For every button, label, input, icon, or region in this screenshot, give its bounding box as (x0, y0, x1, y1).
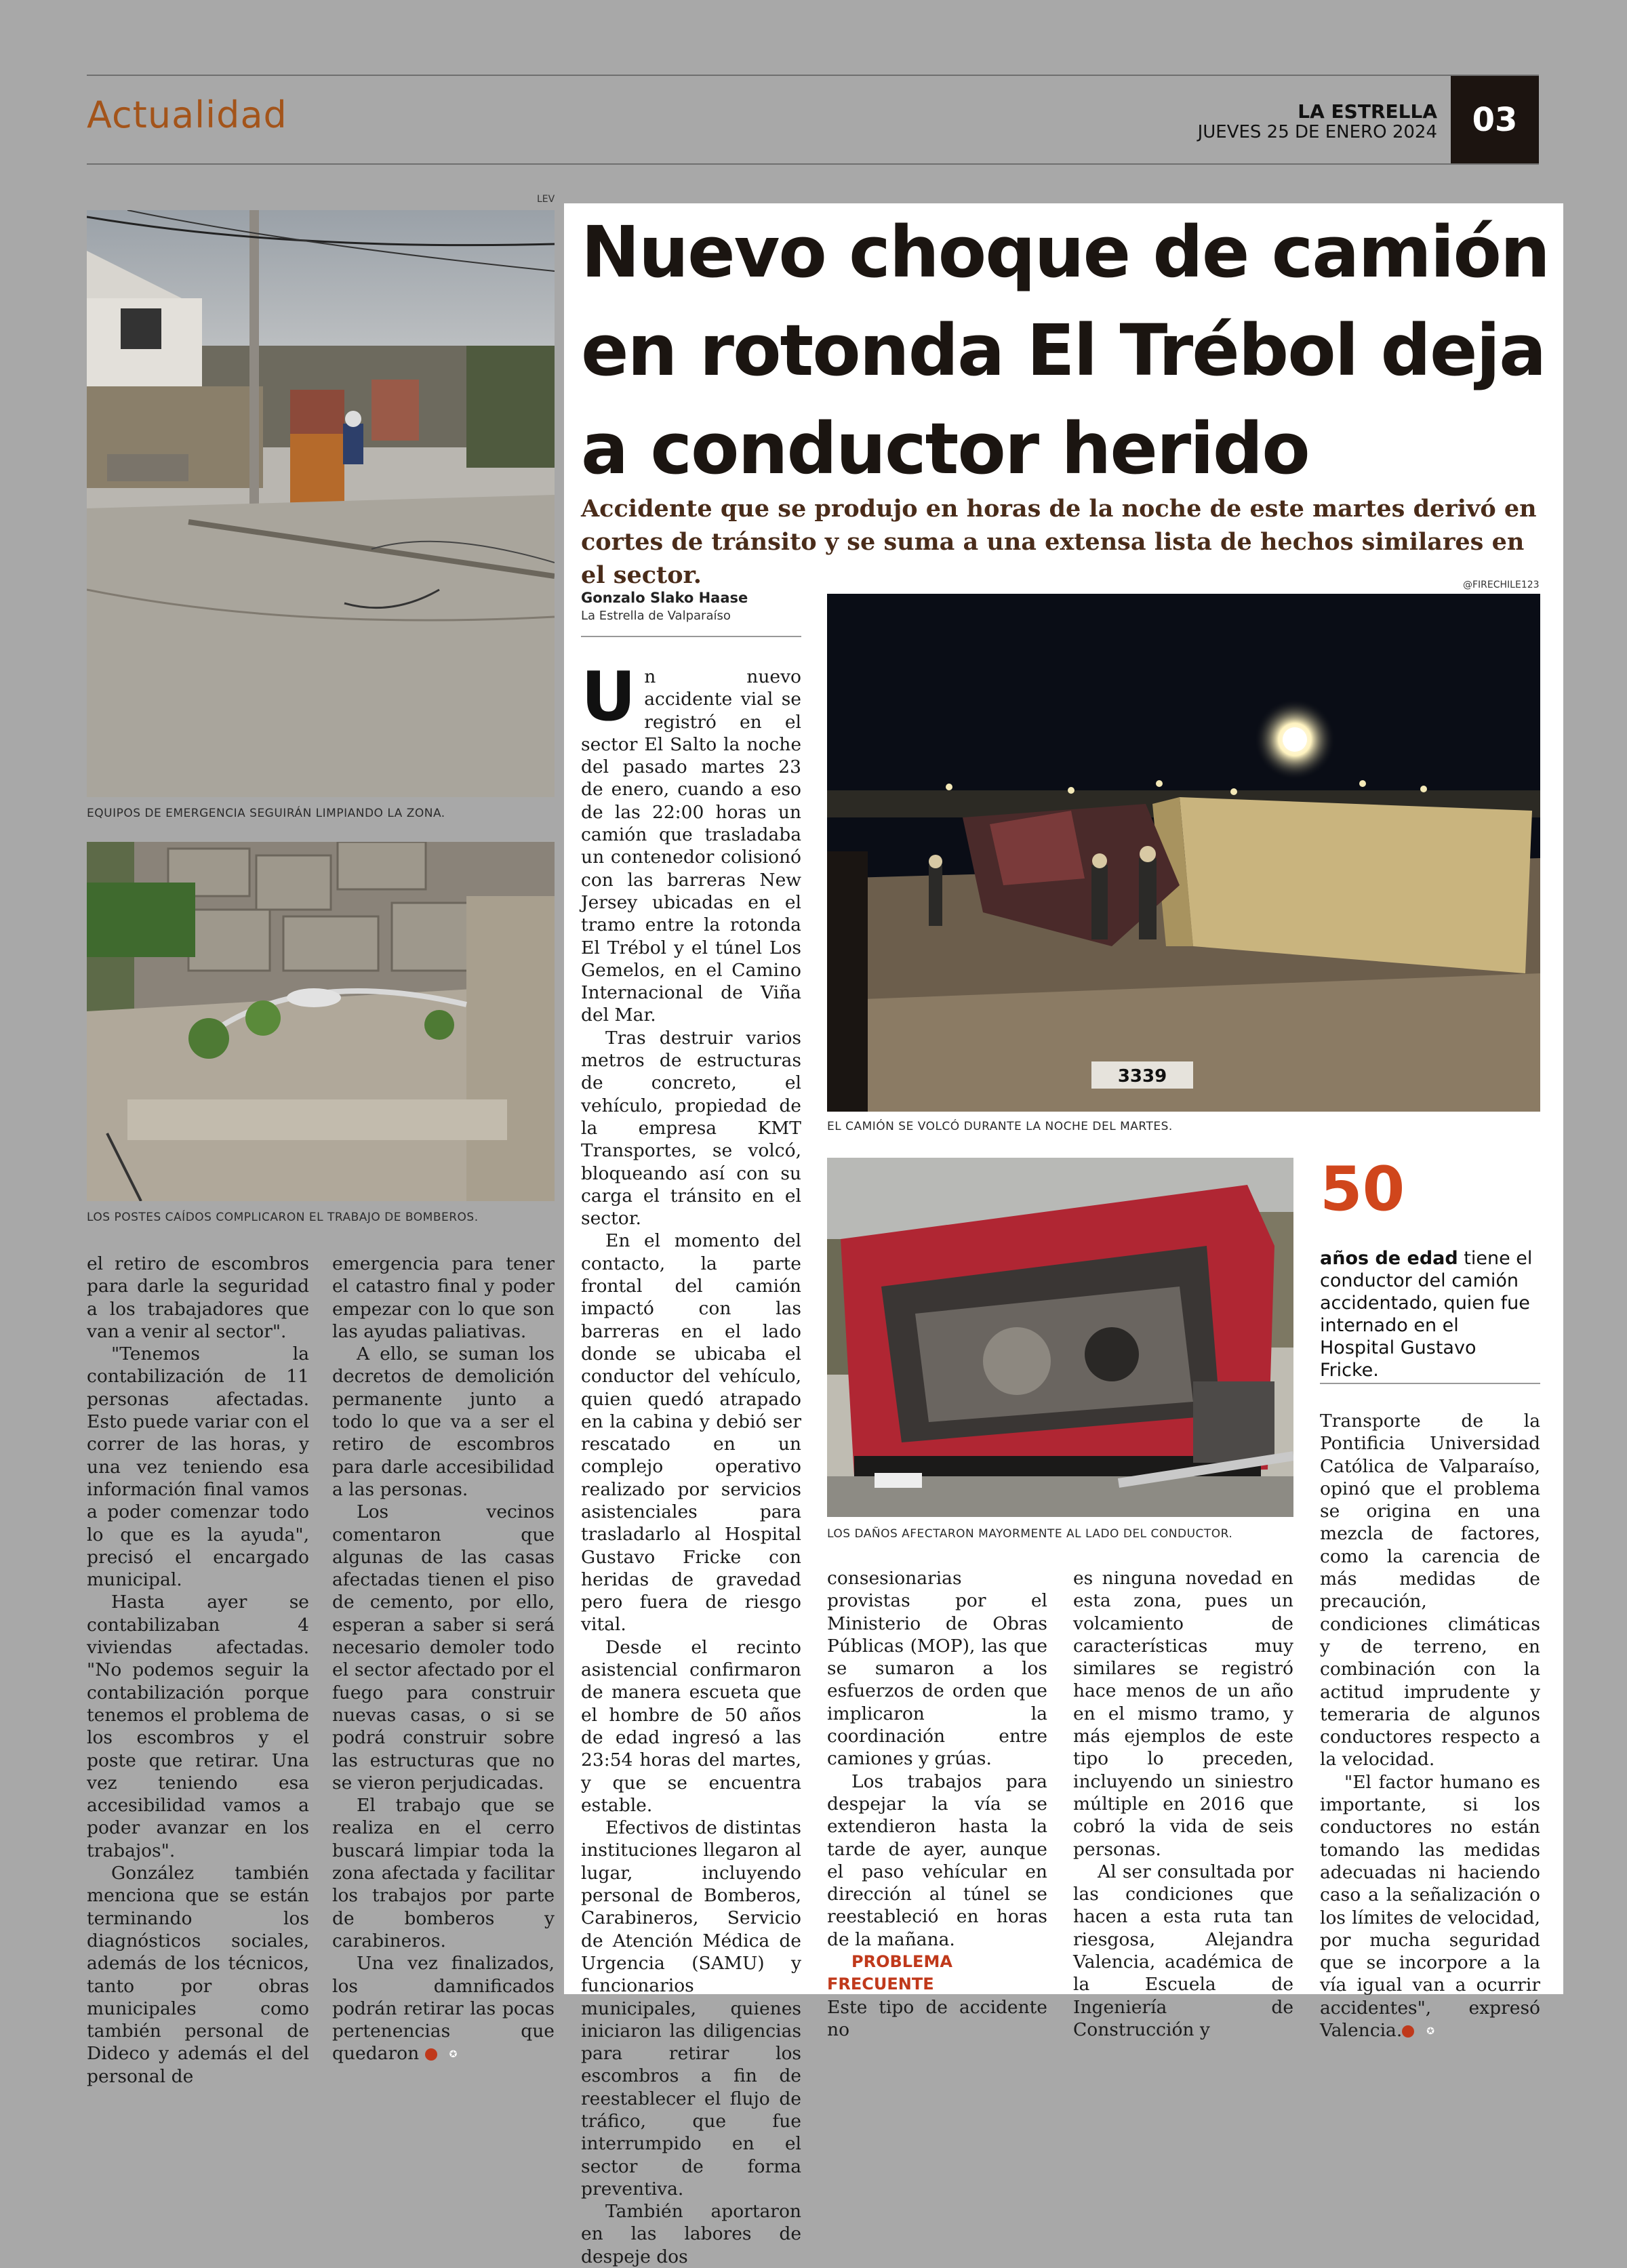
paragraph: Tras destruir varios metros de estructuras de concreto, el vehículo, propiedad de la empresa KMT Transportes, se volcó, bloqueando así con su carga el tránsito en el sector. (581, 1027, 801, 1230)
paragraph: González también menciona que se están terminando los diagnósticos sociales, además de los técnicos, tanto por obras municipales como también personal de Dideco y además el del personal de (87, 1863, 309, 2087)
emergency-crew-photo (87, 210, 555, 797)
paragraph: Hasta ayer se contabilizaban 4 viviendas afectadas. "No podemos seguir la contabilización porque tenemos el problema de los escombros y el poste que retirar. Una vez teniendo esa accesibilidad vamos a poder avanzar en los trabajos". (87, 1592, 309, 1861)
paragraph: consesionarias provistas por el Ministerio de Obras Públicas (MOP), las que se sumaron a los esfuerzos de orden que implicaron la coordinación entre camiones y grúas. (827, 1568, 1047, 1770)
author-name: Gonzalo Slako Haase (581, 590, 748, 606)
fact-bold: años de edad (1320, 1248, 1458, 1269)
paragraph-text: Una vez finalizados, los damnificados podrán retirar las pocas pertenencias que quedaron (332, 1953, 555, 2065)
photo-credit: @FIRECHILE123 (1463, 580, 1540, 590)
fallen-posts-photo (87, 842, 555, 1201)
author-org: La Estrella de Valparaíso (581, 609, 731, 623)
paragraph: En el momento del contacto, la parte frontal del camión impactó con las barreras en el lado donde se ubicaba el conductor del vehículo, quien quedó atrapado en la cabina y debió ser rescatado en un complejo operativo realizado por servicios asistenciales para trasladarlo al Hospital Gustavo Fricke con heridas de gravedad pero fuera de riesgo vital. (581, 1230, 801, 1636)
paragraph: emergencia para tener el catastro final y poder empezar con lo que son las ayudas paliativas. (332, 1253, 555, 1342)
paragraph: A ello, se suman los decretos de demolición permanente junto a todo lo que va a ser el retiro de escombros para darle accesibilidad a las personas. (332, 1343, 555, 1500)
header-rule-top (87, 75, 1539, 76)
section-title: Actualidad (87, 94, 287, 136)
end-mark-icon: ✪ (425, 2048, 437, 2061)
damaged-cab-photo (827, 1158, 1293, 1517)
paragraph (332, 1952, 555, 2065)
end-mark-icon: ✪ (1402, 2025, 1414, 2038)
paragraph: Efectivos de distintas instituciones llegaron al lugar, incluyendo personal de Bomberos, Carabineros, Servicio de Atención Médica de Urgencia (SAMU) y funcionarios municipales, quienes iniciaron las diligencias para retirar los escombros a fin de reestablecer el flujo de tráfico, que fue interrumpido en el sector de forma preventiva. (581, 1817, 801, 2200)
paragraph (581, 657, 801, 1027)
paragraph: Los vecinos comentaron que algunas de las casas afectadas tienen el piso de cemento, por ello, esperan a saber si será necesario demoler todo el sector afectado por el fuego para construir nuevas casas, o si se podrá construir sobre las estructuras que no se vieron perjudicadas. (332, 1501, 555, 1794)
overturned-truck-photo (827, 594, 1540, 1112)
article-column-3 (1073, 1567, 1293, 2041)
header-rule-bottom (87, 163, 1539, 165)
paragraph: "Tenemos la contabilización de 11 personas afectadas. Esto puede variar con el correr de las horas, y una vez teniendo esa información final vamos a poder comenzar todo lo que es la ayuda", precisó el encargado municipal. (87, 1343, 310, 1591)
section-subhead: PROBLEMA FRECUENTE (827, 1952, 952, 1994)
photo2-caption: LOS POSTES CAÍDOS COMPLICARON EL TRABAJO DE BOMBEROS. (87, 1211, 479, 1224)
paper-name: LA ESTRELLA (1298, 100, 1437, 123)
headline: Nuevo choque de camión en rotonda El Trébol deja a conductor herido (581, 211, 1549, 490)
article-column-4 (1320, 1410, 1540, 2042)
fact-text (1320, 1247, 1537, 1381)
left-column-1 (87, 1253, 309, 2088)
paragraph: Este tipo de accidente no (827, 1996, 1047, 2040)
deck: Accidente que se produjo en horas de la noche de este martes derivó en cortes de tránsito y se suma a una extensa lista de hechos similares en el sector. (581, 495, 1537, 589)
masthead (1198, 102, 1437, 142)
page-number: 03 (1451, 76, 1539, 163)
truck-plate: 3339 (1117, 1066, 1167, 1087)
fact-rule (1320, 1383, 1540, 1384)
paragraph: Transporte de la Pontificia Universidad Católica de Valparaíso, opinó que el problema se origina en una mezcla de factores, como la carencia de más medidas de precaución, condiciones climáticas y de terreno, en combinación con la actitud imprudente y temeraria de algunos conductores respecto a la velocidad. (1320, 1411, 1540, 1770)
paragraph: es ninguna novedad en esta zona, pues un volcamiento de características muy similares se registró hace menos de un año en el mismo tramo, y más ejemplos de este tipo lo preceden, incluyendo un siniestro múltiple en 2016 que cobró la vida de seis personas. (1073, 1568, 1293, 1860)
byline (581, 590, 748, 623)
paragraph: El trabajo que se realiza en el cerro buscará limpiar toda la zona afectada y facilitar los trabajos por parte de bomberos y carabineros. (332, 1795, 555, 1951)
photo-main-caption: EL CAMIÓN SE VOLCÓ DURANTE LA NOCHE DEL MARTES. (827, 1120, 1173, 1133)
photo1-credit: LEV (537, 194, 555, 205)
left-column-2 (332, 1253, 555, 2065)
photo1-caption: EQUIPOS DE EMERGENCIA SEGUIRÁN LIMPIANDO LA ZONA. (87, 807, 445, 820)
photo-second-caption: LOS DAÑOS AFECTARON MAYORMENTE AL LADO DEL CONDUCTOR. (827, 1527, 1233, 1541)
paragraph: el retiro de escombros para darle la seguridad a los trabajadores que van a venir al sector". (87, 1253, 309, 1342)
fact-rest: tiene el conductor del camión accidentado, quien fue internado en el Hospital Gustavo Fricke. (1320, 1248, 1533, 1381)
fact-number: 50 (1320, 1154, 1405, 1225)
paragraph: También aportaron en las labores de despeje dos (581, 2201, 801, 2267)
paragraph: Al ser consultada por las condiciones que hacen a esta ruta tan riesgosa, Alejandra Valencia, académica de la Escuela de Ingeniería de Construcción y (1073, 1861, 1293, 2040)
paragraph: Desde el recinto asistencial confirmaron de manera escueta que el hombre de 50 años de edad ingresó a las 23:54 horas del martes, y que se encuentra estable. (581, 1636, 801, 1816)
paragraph (1320, 1771, 1540, 2042)
paragraph: Los trabajos para despejar la vía se extendieron hasta la tarde de ayer, aunque el paso vehícular en dirección al túnel se reestableció en horas de la mañana. (827, 1770, 1047, 1950)
paragraph-text: n nuevo accidente vial se registró en el sector El Salto la noche del pasado martes 23 de enero, cuando a eso de las 22:00 horas un camión que trasladaba un contenedor colisionó con las barreras New Jersey ubicadas en el tramo entre la rotonda El Trébol y el túnel Los Gemelos, en el Camino Internacional de Viña del Mar. (581, 666, 801, 1026)
paragraph-text: "El factor humano es importante, si los conductores no están tomando las medidas adecuadas ni haciendo caso a la señalización o los límites de velocidad, por mucha seguridad que se incorpore a la vía igual van a ocurrir accidentes", expresó Valencia. (1320, 1771, 1540, 2042)
drop-cap: U (581, 657, 637, 736)
issue-date: JUEVES 25 DE ENERO 2024 (1197, 122, 1437, 142)
byline-rule (581, 636, 801, 637)
article-column-2 (827, 1567, 1047, 2041)
article-column-1 (581, 657, 801, 2268)
